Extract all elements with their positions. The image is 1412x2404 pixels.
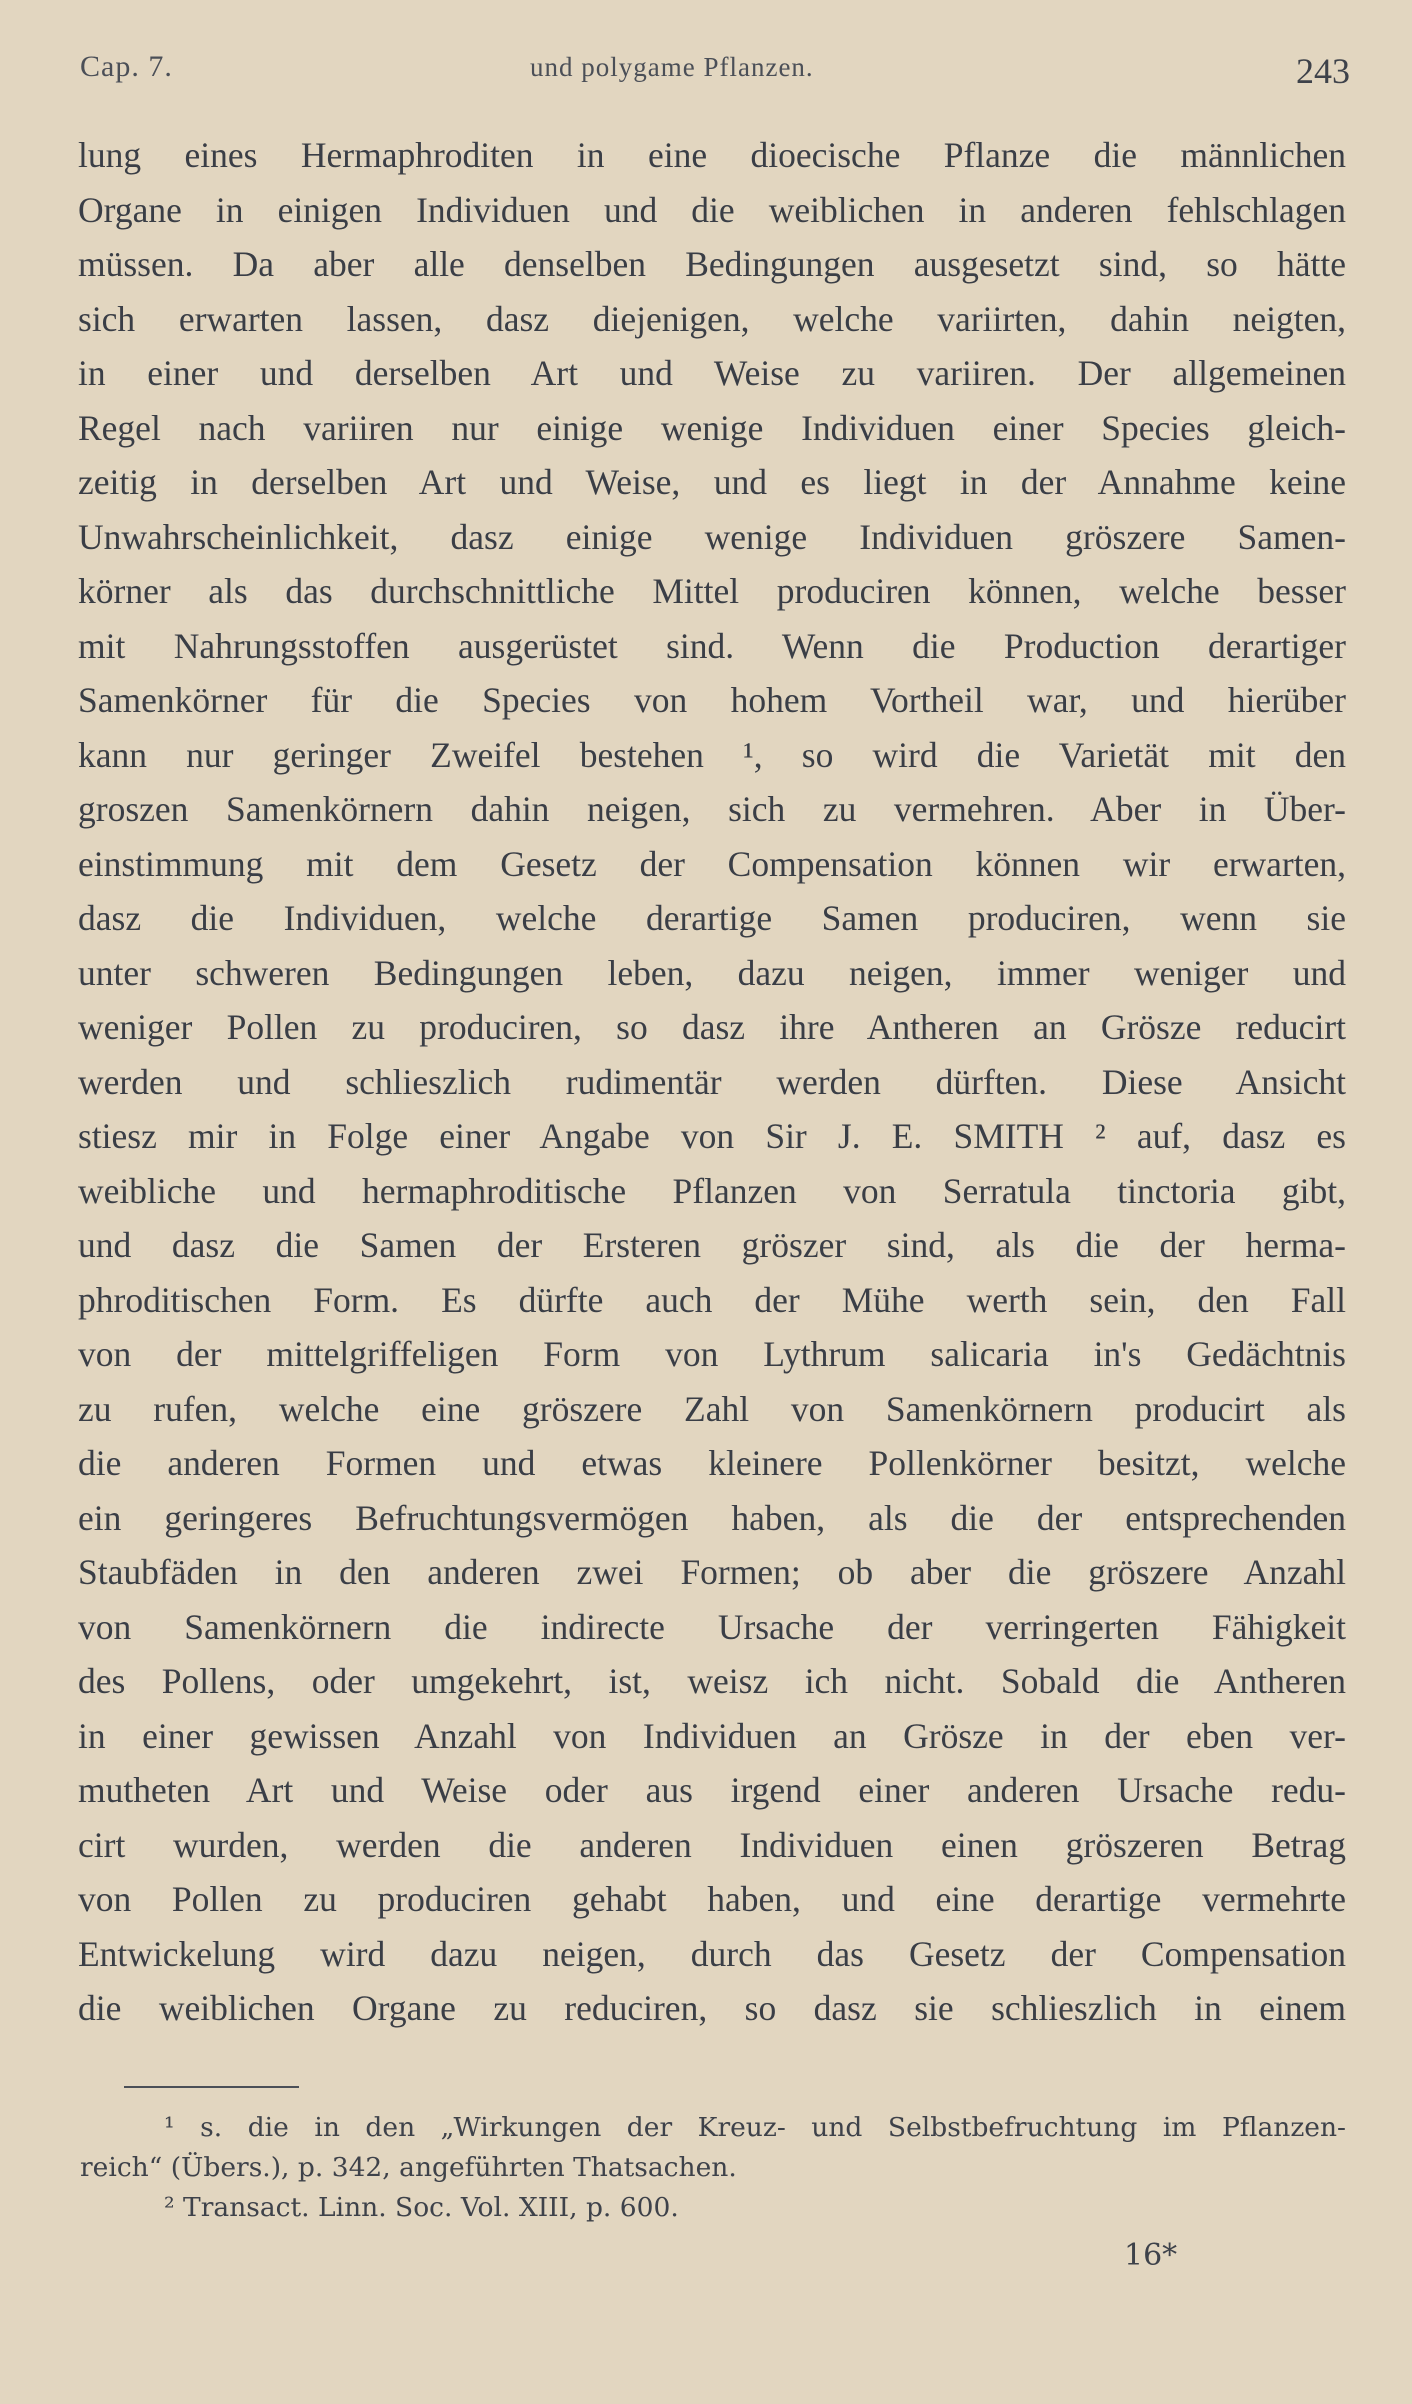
text-line: weniger Pollen zu produciren, so dasz ihre Antheren an Grösze reducirt (78, 1007, 1346, 1047)
footnote-1-line-2: reich“ (Übers.), p. 342, angeführten Thatsachen. (80, 2152, 737, 2183)
text-line: Staubfäden in den anderen zwei Formen; ob aber die gröszere Anzahl (78, 1552, 1346, 1592)
text-line: einstimmung mit dem Gesetz der Compensation können wir erwarten, (78, 843, 1346, 884)
text-line: Samenkörner für die Species von hohem Vortheil war, und hierüber (78, 680, 1346, 720)
text-line: phroditischen Form. Es dürfte auch der Mühe werth sein, den Fall (78, 1279, 1346, 1320)
text-line: müssen. Da aber alle denselben Bedingungen ausgesetzt sind, so hätte (78, 244, 1346, 284)
footnote-1-line-1: ¹ s. die in den „Wirkungen der Kreuz- und Selbstbefruchtung im Pflanzen- (164, 2112, 1346, 2143)
text-line: dasz die Individuen, welche derartige Samen produciren, wenn sie (78, 898, 1346, 938)
text-line: in einer und derselben Art und Weise zu variiren. Der allgemeinen (78, 353, 1346, 393)
text-line: stiesz mir in Folge einer Angabe von Sir J. E. SMITH ² auf, dasz es (78, 1116, 1346, 1156)
text-line: lung eines Hermaphroditen in eine dioecische Pflanze die männlichen (78, 135, 1346, 175)
text-line: cirt wurden, werden die anderen Individuen einen gröszeren Betrag (78, 1824, 1346, 1865)
text-line: ein geringeres Befruchtungsvermögen haben, als die der entsprechenden (78, 1497, 1346, 1538)
text-line: in einer gewissen Anzahl von Individuen an Grösze in der eben ver- (78, 1715, 1346, 1756)
body-text (78, 128, 1346, 2036)
text-line: Unwahrscheinlichkeit, dasz einige wenige Individuen gröszere Samen- (78, 516, 1346, 557)
text-line: sich erwarten lassen, dasz diejenigen, welche variirten, dahin neigten, (78, 298, 1346, 339)
signature-mark: 16* (1124, 2238, 1178, 2273)
footnote-rule (124, 2086, 299, 2088)
text-line: Organe in einigen Individuen und die weiblichen in anderen fehlschlagen (78, 189, 1346, 230)
text-line: kann nur geringer Zweifel bestehen ¹, so wird die Varietät mit den (78, 734, 1346, 775)
text-line: unter schweren Bedingungen leben, dazu neigen, immer weniger und (78, 952, 1346, 993)
text-line: und dasz die Samen der Ersteren gröszer sind, als die der herma- (78, 1225, 1346, 1265)
text-line: körner als das durchschnittliche Mittel produciren können, welche besser (78, 571, 1346, 611)
text-line: von Samenkörnern die indirecte Ursache der verringerten Fähigkeit (78, 1606, 1346, 1647)
text-line: die anderen Formen und etwas kleinere Pollenkörner besitzt, welche (78, 1443, 1346, 1483)
text-line: Regel nach variiren nur einige wenige Individuen einer Species gleich- (78, 407, 1346, 448)
text-line: werden und schlieszlich rudimentär werden dürften. Diese Ansicht (78, 1061, 1346, 1102)
chapter-label: Cap. 7. (80, 50, 173, 83)
text-line: zeitig in derselben Art und Weise, und es liegt in der Annahme keine (78, 462, 1346, 502)
footnote-2: ² Transact. Linn. Soc. Vol. XIII, p. 600. (164, 2192, 679, 2223)
text-line: zu rufen, welche eine gröszere Zahl von Samenkörnern producirt als (78, 1388, 1346, 1429)
footnotes (80, 2108, 1346, 2228)
text-line: des Pollens, oder umgekehrt, ist, weisz ich nicht. Sobald die Antheren (78, 1661, 1346, 1701)
page-number: 243 (1296, 51, 1350, 91)
running-title: und polygame Pflanzen. (530, 52, 814, 82)
text-line: mutheten Art und Weise oder aus irgend einer anderen Ursache redu- (78, 1770, 1346, 1810)
text-line: die weiblichen Organe zu reduciren, so dasz sie schlieszlich in einem (78, 1988, 1346, 2028)
text-line: von Pollen zu produciren gehabt haben, und eine derartige vermehrte (78, 1879, 1346, 1919)
running-head (80, 50, 1350, 100)
text-line: von der mittelgriffeligen Form von Lythrum salicaria in's Gedächtnis (78, 1334, 1346, 1374)
text-line: Entwickelung wird dazu neigen, durch das Gesetz der Compensation (78, 1933, 1346, 1974)
text-line: mit Nahrungsstoffen ausgerüstet sind. Wenn die Production derartiger (78, 625, 1346, 666)
text-line: groszen Samenkörnern dahin neigen, sich zu vermehren. Aber in Über- (78, 789, 1346, 829)
text-line: weibliche und hermaphroditische Pflanzen von Serratula tinctoria gibt, (78, 1170, 1346, 1211)
